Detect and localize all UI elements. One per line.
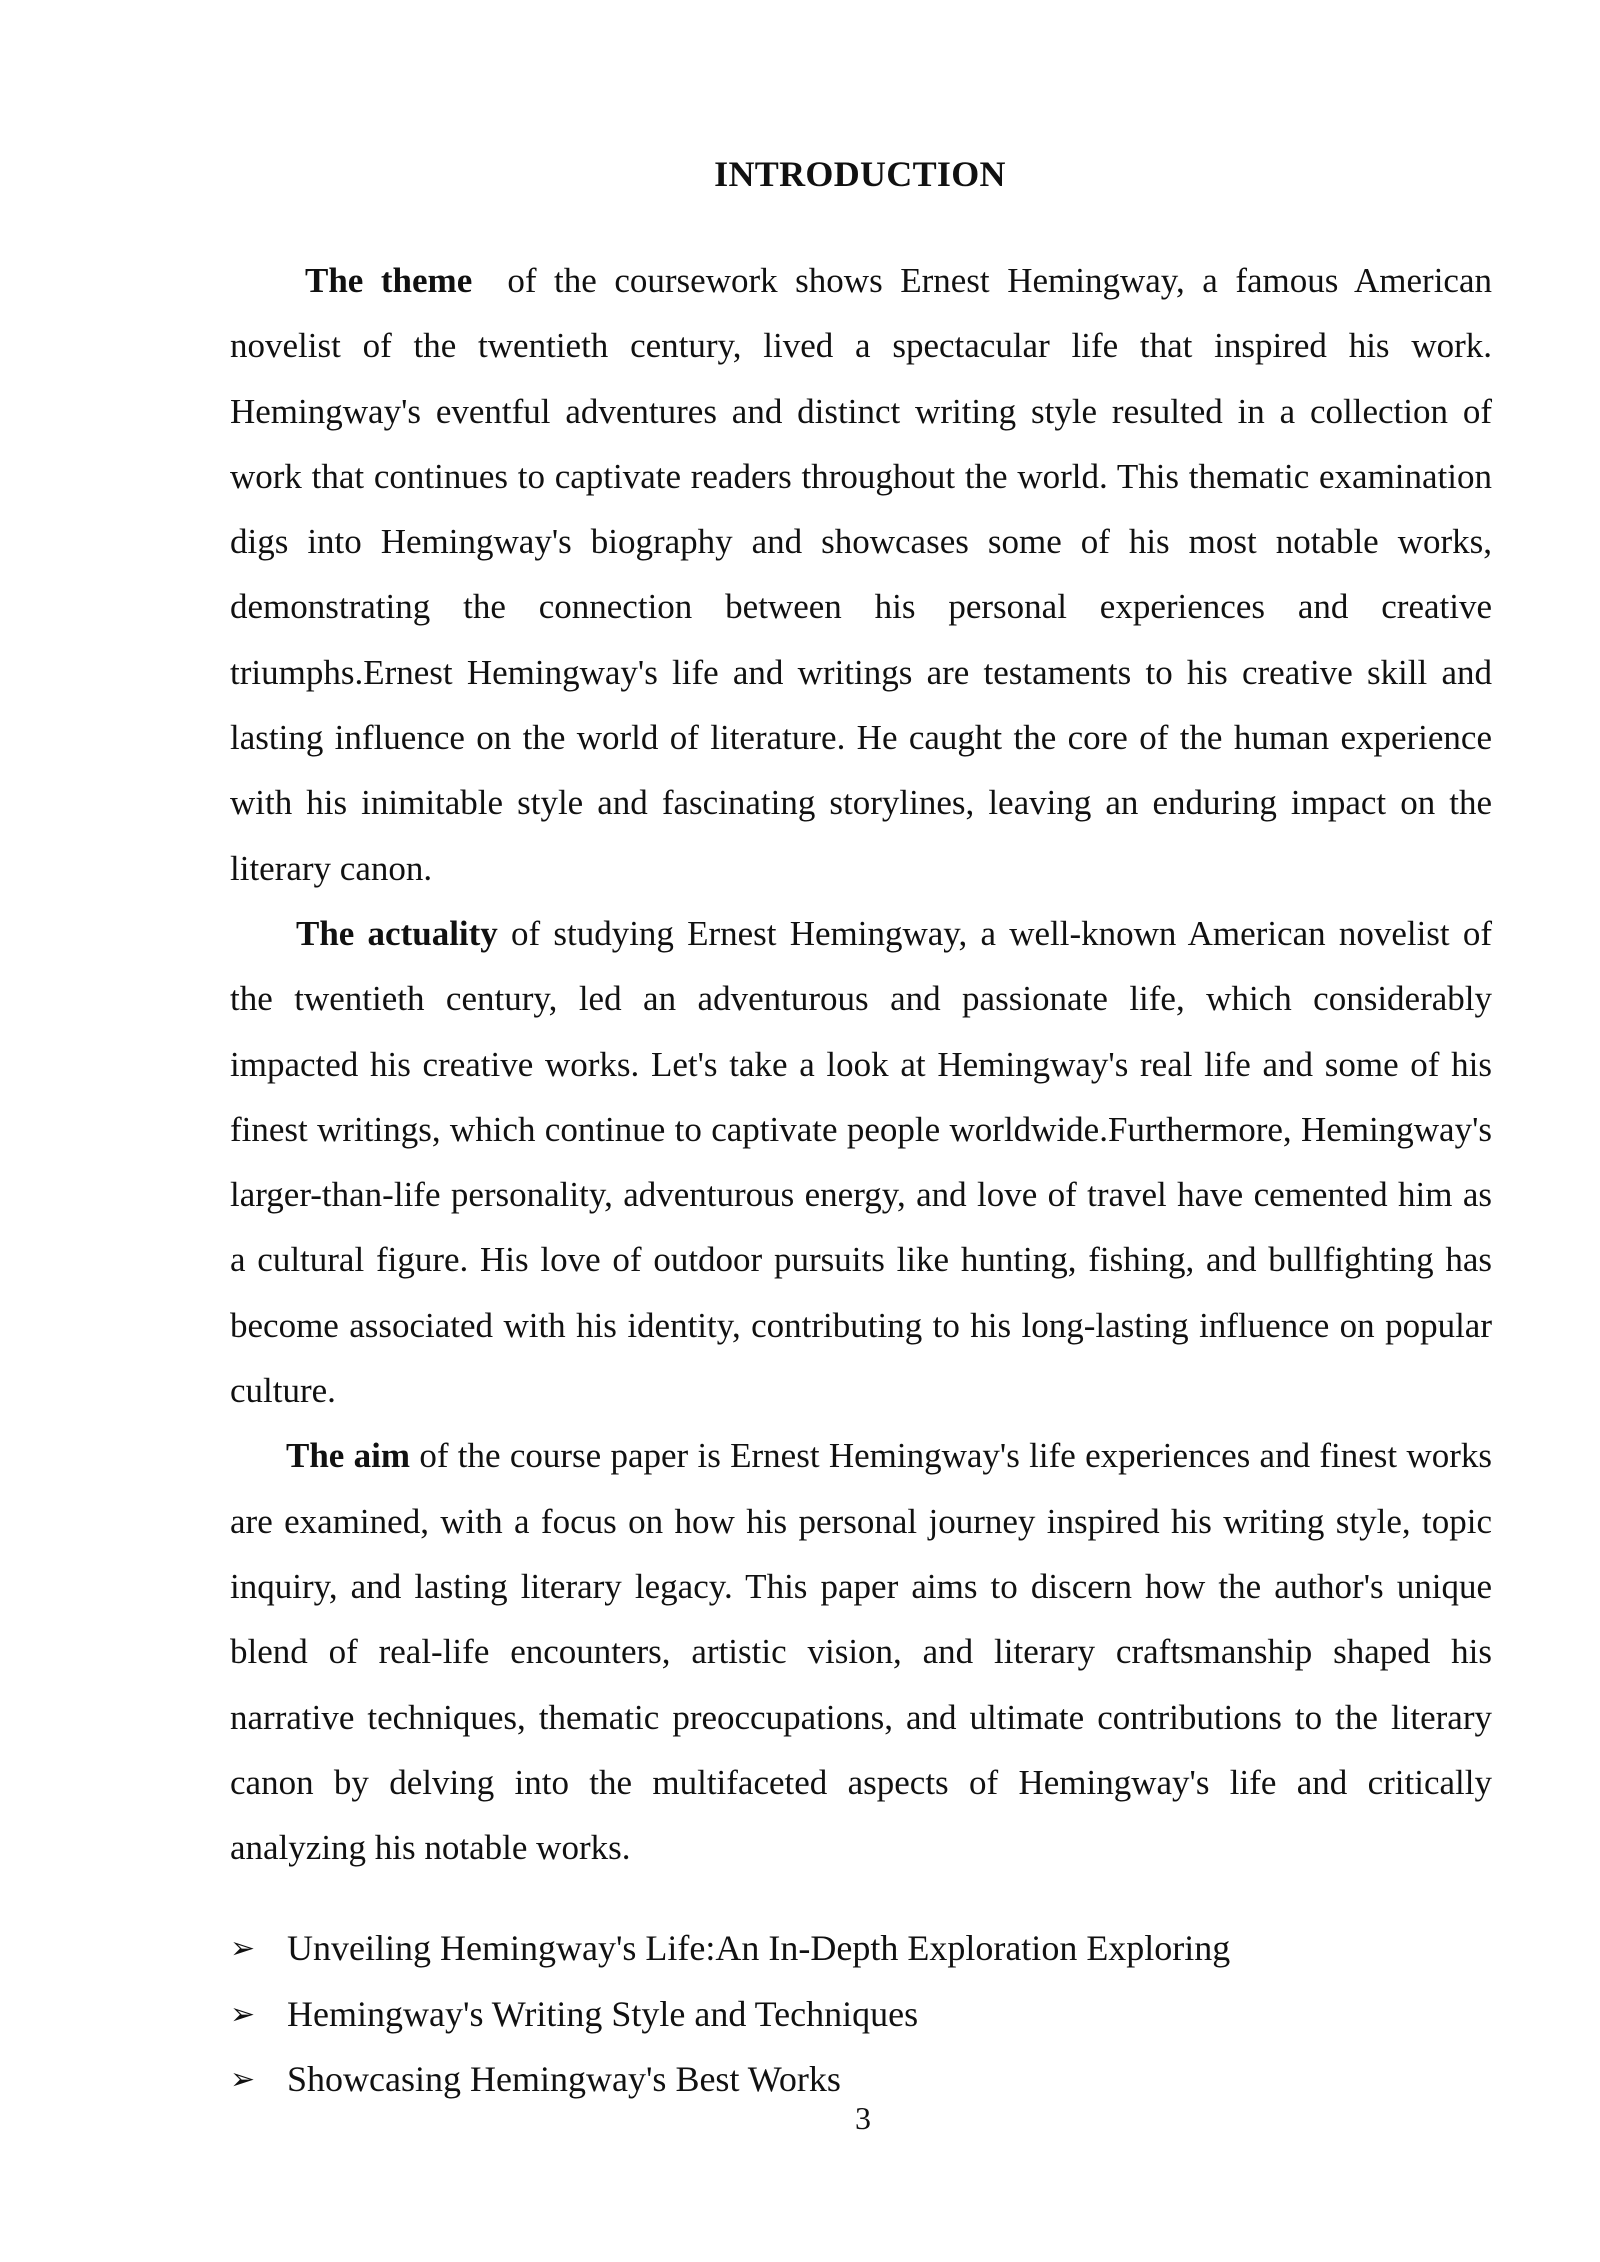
paragraph-actuality — [230, 901, 1492, 1423]
arrow-bullet-icon: ➢ — [230, 1996, 256, 2032]
paragraph-lead-theme: The theme — [305, 261, 473, 300]
arrow-bullet-icon: ➢ — [230, 1931, 256, 1967]
paragraph-theme — [230, 248, 1501, 901]
list-item-text: Hemingway's Writing Style and Techniques — [287, 1993, 919, 2034]
body-text — [230, 248, 1501, 2112]
paragraph-text-actuality: of studying Ernest Hemingway, a well-known American novelist of the twentieth century, led an adventurous and passionate life, which considerably impacted his creative works. Let's take a look at Hemingway's real life and some of his finest writings, which continue to captivate people worldwide.Furthermore, Hemingway's larger-than-life personality, adventurous energy, and love of travel have cemented him as a cultural figure. His love of outdoor pursuits like hunting, fishing, and bullfighting has become associated with his identity, contributing to his long-lasting influence on popular culture. — [230, 913, 1493, 1411]
paragraph-text-theme: of the coursework shows Ernest Hemingway, a famous American novelist of the twentieth century, lived a spectacular life that inspired his work. Hemingway's eventful adventures and distinct writing style resulted in a collection of work that continues to captivate readers throughout the world. This thematic examination digs into Hemingway's biography and showcases some of his most notable works, demonstrating the connection between his personal experiences and creative triumphs.Ernest Hemingway's life and writings are testaments to his creative skill and lasting influence on the world of literature. He caught the core of the human experience with his inimitable style and fascinating storylines, leaving an enduring impact on the literary canon. — [230, 261, 1501, 888]
paragraph-text-aim: of the course paper is Ernest Hemingway's life experiences and finest works are examined, with a focus on how his personal journey inspired his writing style, topic inquiry, and lasting literary legacy. This paper aims to discern how the author's unique blend of real-life encounters, artistic vision, and literary craftsmanship shaped his narrative techniques, thematic preoccupations, and ultimate contributions to the literary canon by delving into the multifaceted aspects of Hemingway's life and critically analyzing his notable works. — [230, 1436, 1492, 1868]
bullet-list — [230, 1916, 1492, 2112]
paragraph-lead-aim: The aim — [286, 1436, 411, 1476]
list-item-text: Unveiling Hemingway's Life:An In-Depth Exploration Exploring — [287, 1928, 1231, 1969]
page-number: 3 — [855, 2100, 871, 2136]
list-item — [230, 1916, 1492, 1981]
section-heading: INTRODUCTION — [714, 154, 1006, 194]
paragraph-lead-actuality: The actuality — [296, 913, 498, 953]
list-item — [230, 1982, 1492, 2047]
paragraph-aim — [230, 1423, 1492, 1880]
arrow-bullet-icon: ➢ — [230, 2062, 256, 2098]
list-item-text: Showcasing Hemingway's Best Works — [287, 2059, 841, 2100]
